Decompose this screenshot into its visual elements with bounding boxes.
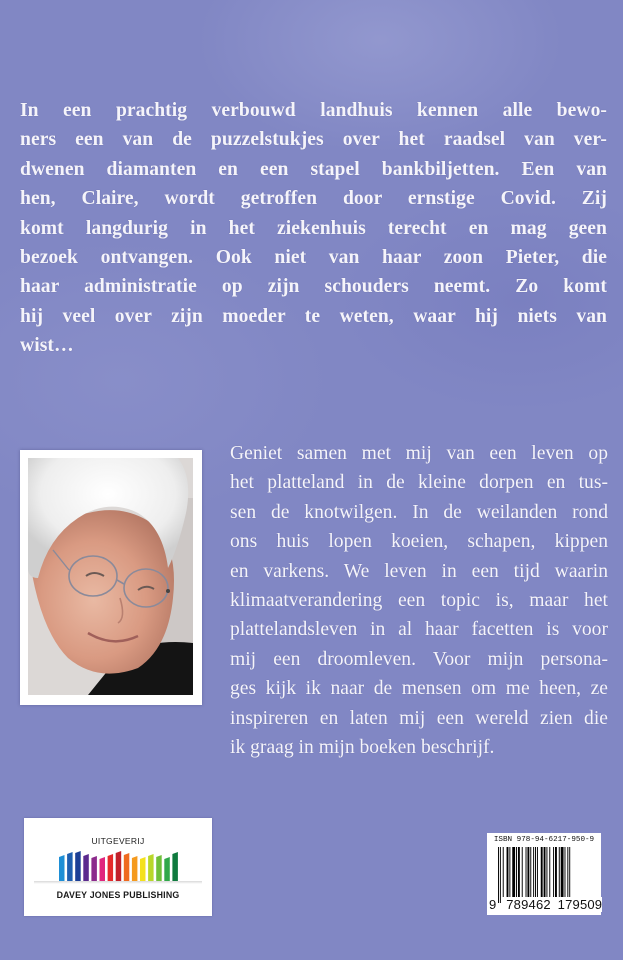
bio-line: sen de knotwilgen. In de weilanden rond	[230, 501, 608, 523]
ean-left-group: 789462	[506, 897, 551, 912]
blurb-line: bezoek ontvangen. Ook niet van haar zoon Pieter, die	[20, 247, 607, 269]
bio-line: ges kijk ik naar de mensen om me heen, ze	[230, 678, 608, 700]
ean-right-group: 179509	[557, 897, 603, 912]
blurb-line: wist…	[20, 335, 74, 357]
bio-line: ik graag in mijn boeken beschrijf.	[230, 737, 495, 759]
barcode-icon	[498, 847, 596, 903]
author-portrait-icon	[28, 458, 193, 695]
bio-line: inspireren en laten mij een wereld zien die	[230, 707, 608, 729]
author-portrait-photo	[28, 458, 193, 695]
blurb-line: In een prachtig verbouwd landhuis kennen alle bewo-	[20, 100, 607, 121]
publisher-logo	[24, 818, 212, 916]
blurb-line: komt langdurig in het ziekenhuis terecht en mag geen	[20, 217, 607, 239]
bio-line: en varkens. We leven in een tijd waarin	[230, 560, 608, 582]
isbn-barcode	[487, 833, 601, 915]
ean-first-digit: 9	[489, 897, 497, 912]
bio-line: Geniet samen met mij van een leven op	[230, 443, 608, 464]
blurb-line: dwenen diamanten en een stapel bankbiljetten. Een van	[20, 158, 607, 180]
bio-line: het platteland in de kleine dorpen en tus-	[230, 472, 608, 494]
blurb-line: haar administratie op zijn schouders neemt. Zo komt	[20, 276, 607, 298]
publisher-name: DAVEY JONES PUBLISHING	[56, 890, 180, 900]
book-spines-icon	[57, 848, 182, 882]
publisher-label: UITGEVERIJ	[91, 836, 145, 846]
bio-line: ons huis lopen koeien, schapen, kippen	[230, 531, 608, 553]
ean-number	[489, 897, 603, 912]
blurb-line: hen, Claire, wordt getroffen door ernstige Covid. Zij	[20, 188, 607, 210]
book-blurb	[20, 96, 607, 361]
blurb-line: ners een van de puzzelstukjes over het raadsel van ver-	[20, 129, 607, 151]
author-photo-frame	[20, 450, 202, 705]
bio-line: mij een droomleven. Voor mijn persona-	[230, 648, 608, 670]
bio-line: plattelandsleven in al haar facetten is voor	[230, 619, 608, 641]
blurb-line: hij veel over zijn moeder te weten, waar hij niets van	[20, 305, 607, 327]
isbn-label: ISBN 978-94-6217-950-9	[493, 836, 595, 844]
author-bio	[230, 439, 608, 762]
logo-shelf-divider	[34, 881, 202, 884]
bio-line: klimaatverandering een topic is, maar het	[230, 590, 608, 612]
